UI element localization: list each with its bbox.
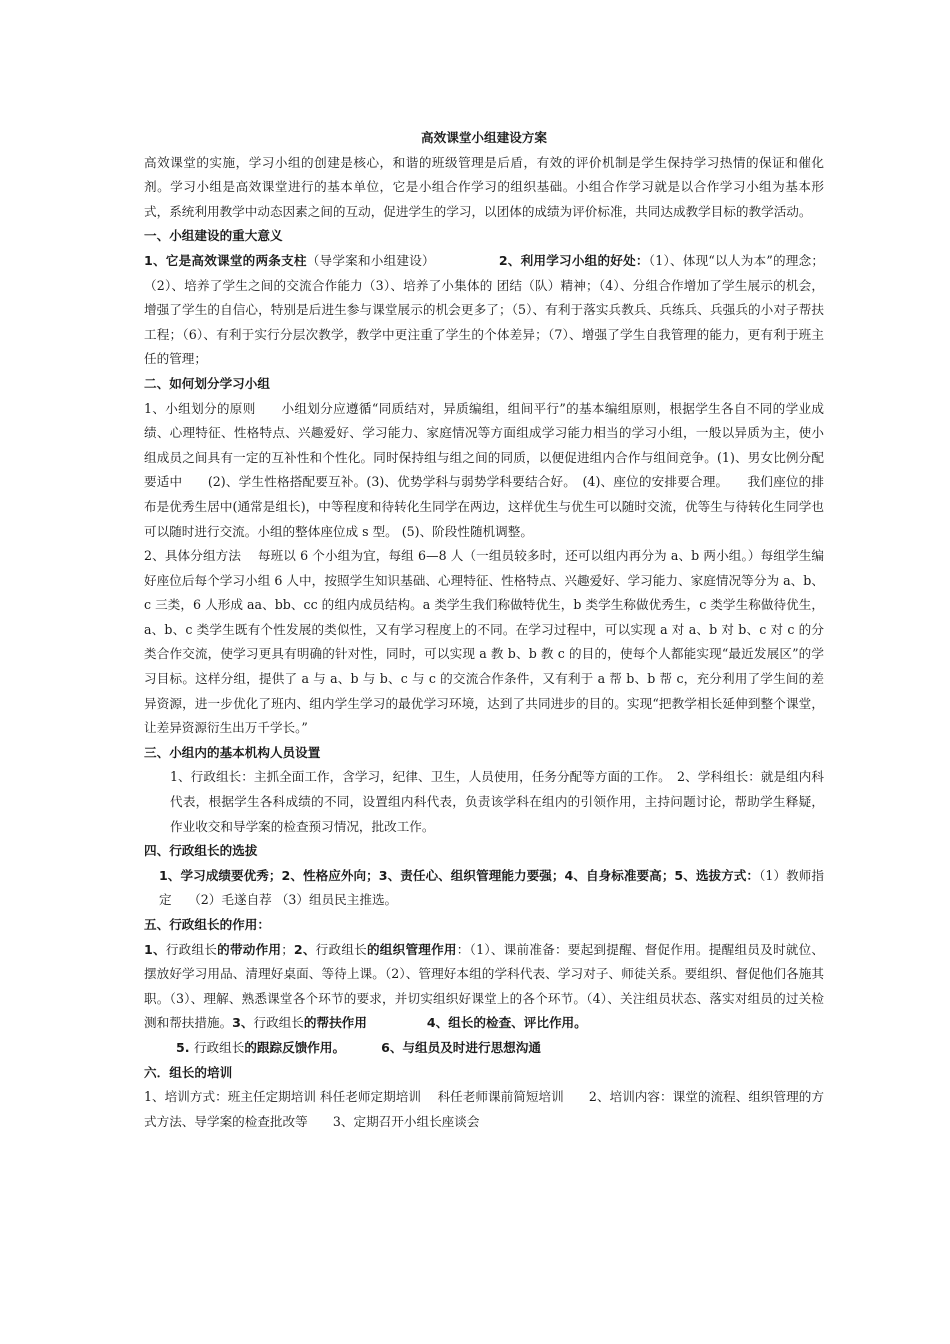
section-1-heading: 一、小组建设的重大意义	[144, 228, 283, 244]
role-5-subject: 行政组长	[193, 1039, 245, 1055]
section-3-paragraph: 1、行政组长：主抓全面工作，含学习，纪律、卫生，人员使用，任务分配等方面的工作。 2、学科组长：就是组内科代表，根据学生各科成绩的不同，设置组内科代表，负责该学科在组内的引领作用，主持问题讨论，帮助学生释疑，作业收交和导学案的检查预习情况，批改工作。	[170, 769, 824, 834]
role-1-number: 1、	[144, 941, 166, 957]
section-6-paragraph: 1、培训方式：班主任定期培训 科任老师定期培训 科任老师课前简短培训 2、培训内容：课堂的流程、组织管理的方式方法、导学案的检查批改等 3、定期召开小组长座谈会	[144, 1089, 824, 1129]
role-2-title: 的组织管理作用	[366, 941, 457, 957]
role-3-title: 的帮扶作用	[303, 1015, 367, 1031]
role-3-number: 3、	[232, 1015, 254, 1031]
role-6-title: 6、与组员及时进行思想沟通	[381, 1039, 541, 1055]
role-2-subject: 行政组长	[315, 941, 367, 957]
section-4-criteria: 1、学习成绩要优秀；2、性格应外向；3、责任心、组织管理能力要强；4、自身标准要高；5、选拔方式：	[159, 867, 760, 883]
point-1-bold: 1、它是高效课堂的两条支柱	[144, 252, 307, 268]
section-5-paragraph	[144, 938, 824, 1061]
section-2-paragraph-2: 2、具体分组方法 每班以 6 个小组为宜，每组 6—8 人（一组员较多时，还可以组内再分为 a、b 两小组。）每组学生编好座位后每个学习小组 6 人中，按照学生知识基础、心理特征、性格特点、兴趣爱好、学习能力、家庭情况等分为 a、b、c 三类，6 人形成 aa、bb、cc 的组内成员结构。a 类学生我们称做特优生，b 类学生称做优秀生，c 类学生称做待优生，a、b、c 类学生既有个性发展的类似性，又有学习程度上的不同。在学习过程中，可以实现 a 对 a、b 对 b、c 对 c 的分类合作交流，使学习更具有明确的针对性，同时，可以实现 a 教 b、b 教 c 的目的，使每个人都能实现“最近发展区”的学习目标。这样分组，提供了 a 与 a、b 与 b、c 与 c 的交流合作条件，又有利于 a 帮 b、b 帮 c，充分利用了学生间的差异资源，进一步优化了班内、组内学生学习的最优学习环境，达到了共同进步的目的。实现“把教学相长延伸到整个课堂，让差异资源衍生出万千学长。”	[144, 548, 824, 736]
section-4-heading	[144, 839, 824, 864]
page-title: 高效课堂小组建设方案	[421, 130, 547, 145]
role-5-number: 5.	[176, 1039, 194, 1055]
section-4-heading-a: 四、行政组长	[144, 843, 220, 859]
role-2-number: 2、	[293, 941, 316, 957]
section-5-heading: 五、行政组长的作用：	[144, 917, 270, 932]
role-4-title: 4、组长的检查、评比作用。	[426, 1015, 587, 1031]
section-1-paragraph	[144, 249, 824, 372]
section-4-paragraph	[144, 864, 824, 913]
role-1-title: 的带动作用	[217, 941, 282, 957]
point-2-text: （1）、体现“以人为本”的理念；（2）、培养了学生之间的交流合作能力（3）、培养了小集体的 团结（队）精神；（4）、分组合作增加了学生展示的机会，增强了学生的自信心，特别是后进生参与课堂展示的机会更多了；（5）、有利于落实兵教兵、兵练兵、兵强兵的小对子帮扶工程；（6）、有利于实行分层次教学，教学中更注重了学生的个体差异；（7）、增强了学生自我管理的能力，更有利于班主任的管理；	[144, 252, 825, 367]
role-3-subject: 行政组长	[253, 1015, 304, 1031]
section-4-heading-b: 的选拔	[219, 843, 258, 859]
role-1-subject: 行政组长	[165, 941, 218, 957]
role-5-title: 的跟踪反馈作用。	[244, 1039, 346, 1055]
point-2-bold: 2、利用学习小组的好处：	[498, 252, 649, 268]
section-2-heading: 二、如何划分学习小组	[144, 375, 270, 391]
point-1-text: （导学案和小组建设）	[306, 252, 435, 268]
section-4-methods: （1）教师指定 （2）毛遂自荐 （3）组员民主推选。	[159, 867, 824, 908]
role-separator: ；	[281, 941, 294, 957]
role-2-text: ：（1）、课前准备：要起到提醒、督促作用。提醒组员及时就位、摆放好学习用品、清理好桌面、等待上课。（2）、管理好本组的学科代表、学习对子、师徒关系。要组织、督促他们各施其职。（3）、理解、熟悉课堂各个环节的要求，并切实组织好课堂上的各个环节。（4）、关注组员状态、落实对组员的过关检测和帮扶措施。	[144, 941, 825, 1031]
section-2-paragraph-1: 1、小组划分的原则 小组划分应遵循“同质结对，异质编组，组间平行”的基本编组原则，根据学生各自不同的学业成绩、心理特征、性格特点、兴趣爱好、学习能力、家庭情况等方面组成学习能力相当的学习小组，一般以异质为主，使小组成员之间具有一定的互补性和个性化。同时保持组与组之间的同质，以便促进组内合作与组间竞争。(1)、男女比例分配要适中 (2)、学生性格搭配要互补。(3)、优势学科与弱势学科要结合好。 (4)、座位的安排要合理。 我们座位的排布是优秀生居中(通常是组长)，中等程度和待转化生同学在两边，这样优生与优生可以随时交流，优等生与待转化生同学也可以随时进行交流。小组的整体座位成 s 型。 (5)、阶段性随机调整。	[144, 400, 824, 539]
section-3-heading: 三、小组内的基本机构人员设置	[144, 744, 321, 760]
document-page	[144, 126, 824, 1134]
intro-paragraph: 高效课堂的实施，学习小组的创建是核心，和谐的班级管理是后盾，有效的评价机制是学生保持学习热情的保证和催化剂。学习小组是高效课堂进行的基本单位，它是小组合作学习的组织基础。小组合作学习就是以合作学习小组为基本形式，系统利用教学中动态因素之间的互动，促进学生的学习，以团体的成绩为评价标准，共同达成教学目标的教学活动。	[144, 154, 824, 219]
section-6-heading: 六．组长的培训	[144, 1064, 233, 1080]
